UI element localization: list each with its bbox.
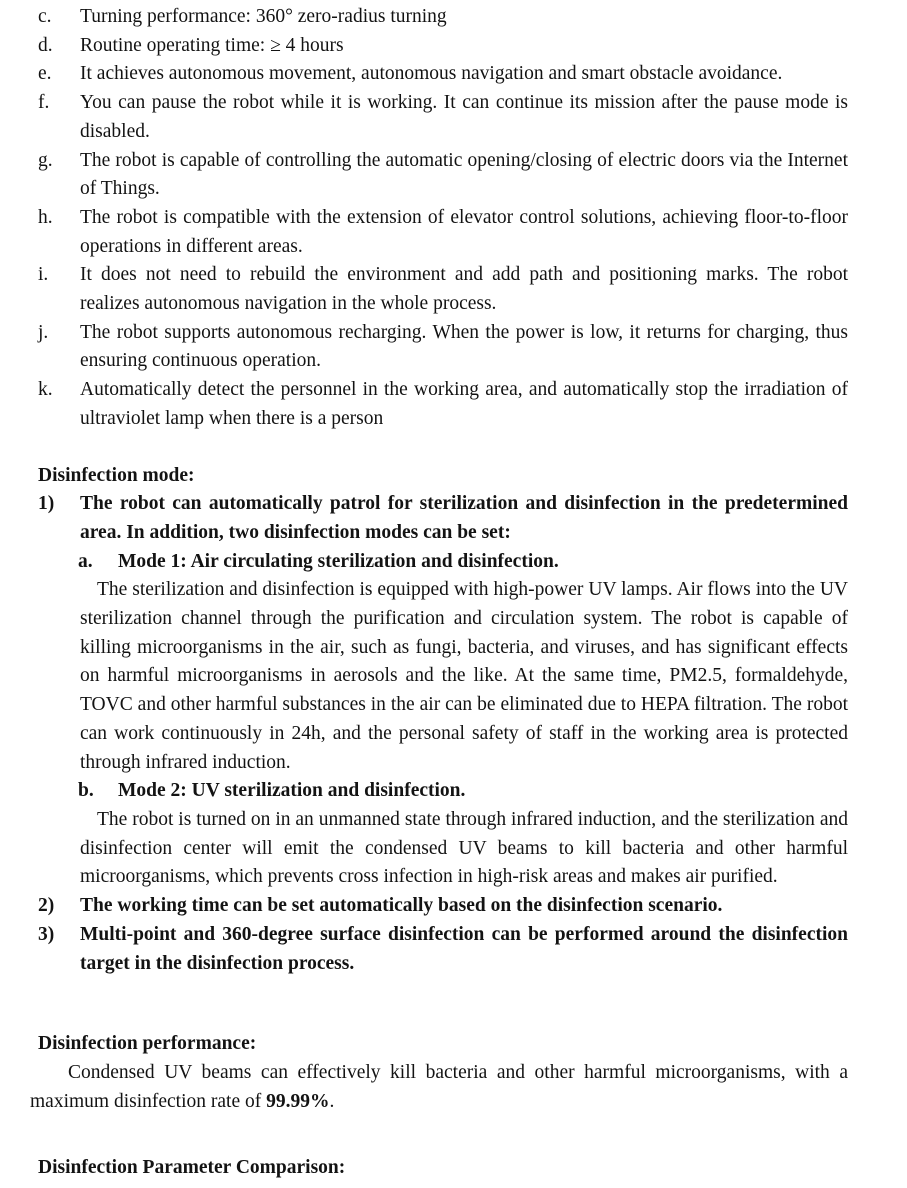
numbered-item-3 — [38, 921, 848, 978]
mode-a-paragraph: The sterilization and disinfection is equipped with high-power UV lamps. Air flows into the UV sterilization channel through the purification and circulation system. The robot is capable of killing microorganisms in the air, such as fungi, bacteria, and viruses, and has significant effects on harmful microorganisms in aerosols and the like. At the same time, PM2.5, formaldehyde, TOVC and other harmful substances in the air can be eliminated due to HEPA filtration. The robot can work continuously in 24h, and the personal safety of staff in the working area is protected through infrared induction. — [80, 579, 848, 773]
disinfection-rate-value: 99.99% — [266, 1090, 330, 1112]
list-item-marker: j. — [38, 321, 49, 343]
numbered-item-2 — [38, 892, 848, 921]
parameter-comparison-heading: Disinfection Parameter Comparison: — [38, 1157, 346, 1179]
list-item-marker: e. — [38, 63, 52, 85]
disinfection-mode-heading: Disinfection mode: — [38, 464, 195, 486]
list-item-e — [38, 60, 848, 89]
list-item-text: The robot is capable of controlling the automatic opening/closing of electric doors via the Internet of Things. — [80, 149, 848, 200]
list-item-text: Turning performance: 360° zero-radius turning — [80, 6, 447, 27]
numbered-item-1 — [38, 490, 848, 547]
mode-b-paragraph: The robot is turned on in an unmanned state through infrared induction, and the sterilization and disinfection center will emit the condensed UV beams to kill bacteria and other harmful microorganisms, which prevents cross infection in high-risk areas and makes air purified. — [80, 808, 848, 888]
list-item-text: It achieves autonomous movement, autonomous navigation and smart obstacle avoidance. — [80, 63, 783, 85]
mode-a-title — [78, 548, 848, 577]
list-item-text: Routine operating time: ≥ 4 hours — [80, 34, 344, 56]
list-item-i — [38, 261, 848, 318]
list-item-marker: g. — [38, 149, 53, 171]
numbered-item-marker: 1) — [38, 493, 55, 515]
list-item-d — [38, 32, 848, 61]
numbered-item-text: Multi-point and 360-degree surface disinfection can be performed around the disinfection target in the disinfection process. — [80, 923, 848, 974]
list-item-marker: h. — [38, 206, 53, 228]
list-item-j — [38, 319, 848, 376]
list-item-marker: f. — [38, 92, 50, 114]
list-item-marker: k. — [38, 379, 53, 401]
list-item-g — [38, 147, 848, 204]
list-item-text: It does not need to rebuild the environment and add path and positioning marks. The robot realizes autonomous navigation in the whole process. — [80, 264, 848, 315]
list-item-text: You can pause the robot while it is working. It can continue its mission after the pause mode is disabled. — [80, 92, 848, 142]
list-item-k — [38, 376, 848, 433]
list-item-h — [38, 204, 848, 261]
mode-b-title-text: Mode 2: UV sterilization and disinfection. — [118, 780, 466, 802]
mode-b-title — [78, 777, 848, 806]
numbered-item-marker: 3) — [38, 923, 55, 945]
performance-text-end: . — [329, 1090, 335, 1112]
performance-paragraph — [30, 1059, 848, 1116]
disinfection-performance-heading: Disinfection performance: — [38, 1033, 257, 1055]
disinfection-mode-section — [38, 490, 848, 978]
list-item-text: The robot supports autonomous recharging. When the power is low, it returns for charging, thus ensuring continuous operation. — [80, 321, 848, 372]
performance-text: Condensed UV beams can effectively kill bacteria and other harmful microorganisms, with a maximum disinfection rate of — [30, 1061, 848, 1112]
list-item-text: The robot is compatible with the extension of elevator control solutions, achieving floor-to-floor operations in different areas. — [80, 206, 848, 257]
list-item-f — [38, 89, 848, 146]
list-item-text: Automatically detect the personnel in the working area, and automatically stop the irradiation of ultraviolet lamp when there is a person — [80, 379, 848, 429]
feature-list — [38, 3, 848, 434]
list-item-marker: i. — [38, 264, 49, 286]
list-item-marker: d. — [38, 34, 53, 56]
numbered-item-marker: 2) — [38, 895, 55, 917]
numbered-item-text: The working time can be set automatically based on the disinfection scenario. — [80, 895, 723, 917]
mode-b-marker: b. — [78, 780, 94, 802]
numbered-item-text: The robot can automatically patrol for sterilization and disinfection in the predetermined area. In addition, two disinfection modes can be set: — [80, 493, 848, 543]
list-item-marker: c. — [38, 6, 52, 27]
mode-a-title-text: Mode 1: Air circulating sterilization and disinfection. — [118, 550, 559, 572]
list-item-c — [38, 3, 848, 32]
mode-a-marker: a. — [78, 550, 93, 572]
